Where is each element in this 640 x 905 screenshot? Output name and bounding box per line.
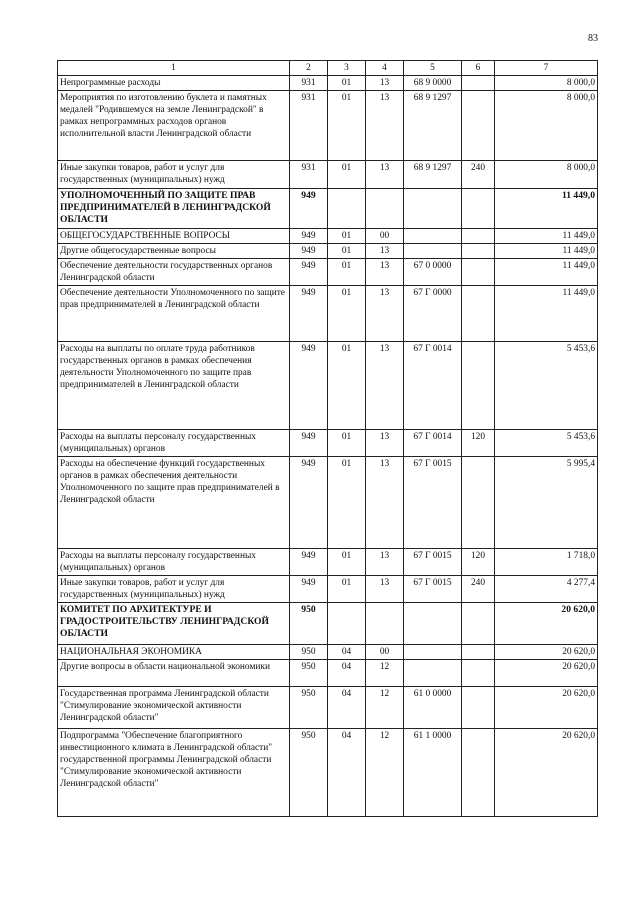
ved-code: 949 (290, 342, 328, 430)
expense-type-code: 240 (462, 161, 495, 189)
amount: 5 453,6 (495, 342, 598, 430)
column-number-3: 3 (328, 61, 366, 76)
subsection-code: 00 (366, 645, 404, 660)
column-number-4: 4 (366, 61, 404, 76)
row-name: Другие вопросы в области национальной экономики (58, 660, 290, 687)
target-article-code (404, 645, 462, 660)
target-article-code: 68 9 1297 (404, 161, 462, 189)
row-name: Обеспечение деятельности государственных органов Ленинградской области (58, 259, 290, 286)
ved-code: 949 (290, 457, 328, 549)
column-number-7: 7 (495, 61, 598, 76)
expense-type-code (462, 645, 495, 660)
ved-code: 950 (290, 660, 328, 687)
section-code (328, 189, 366, 229)
row-name: Другие общегосударственные вопросы (58, 244, 290, 259)
table-row (58, 91, 598, 161)
row-name: Государственная программа Ленинградской области "Стимулирование экономической активности Ленинградской области" (58, 687, 290, 729)
ved-code: 931 (290, 76, 328, 91)
ved-code: 931 (290, 91, 328, 161)
expense-type-code (462, 189, 495, 229)
section-code: 04 (328, 687, 366, 729)
ved-code: 949 (290, 549, 328, 576)
section-code: 01 (328, 549, 366, 576)
target-article-code (404, 603, 462, 645)
ved-code: 950 (290, 729, 328, 817)
amount: 20 620,0 (495, 729, 598, 817)
subsection-code: 12 (366, 687, 404, 729)
expense-type-code (462, 259, 495, 286)
amount: 11 449,0 (495, 244, 598, 259)
amount: 4 277,4 (495, 576, 598, 603)
table-row (58, 576, 598, 603)
ved-code: 950 (290, 687, 328, 729)
ved-code: 949 (290, 189, 328, 229)
row-name: Расходы на обеспечение функций государственных органов в рамках обеспечения деятельности Уполномоченного по защите прав предпринимателей в Ленинградской области (58, 457, 290, 549)
target-article-code (404, 189, 462, 229)
table-row (58, 229, 598, 244)
row-name: Обеспечение деятельности Уполномоченного по защите прав предпринимателей в Ленинградской области (58, 286, 290, 342)
table-row (58, 161, 598, 189)
table-row (58, 76, 598, 91)
section-code: 01 (328, 430, 366, 457)
subsection-code: 12 (366, 660, 404, 687)
subsection-code: 13 (366, 576, 404, 603)
amount: 20 620,0 (495, 603, 598, 645)
column-number-1: 1 (58, 61, 290, 76)
section-code: 01 (328, 457, 366, 549)
subsection-code (366, 603, 404, 645)
subsection-code: 13 (366, 161, 404, 189)
subsection-code: 13 (366, 244, 404, 259)
section-code: 01 (328, 91, 366, 161)
expense-type-code: 240 (462, 576, 495, 603)
row-name: Расходы на выплаты персоналу государственных (муниципальных) органов (58, 430, 290, 457)
amount: 8 000,0 (495, 76, 598, 91)
amount: 20 620,0 (495, 645, 598, 660)
table-row (58, 259, 598, 286)
amount: 11 449,0 (495, 259, 598, 286)
section-code: 01 (328, 286, 366, 342)
target-article-code: 67 Г 0000 (404, 286, 462, 342)
target-article-code: 67 Г 0014 (404, 342, 462, 430)
subsection-code (366, 189, 404, 229)
section-code: 01 (328, 576, 366, 603)
subsection-code: 13 (366, 430, 404, 457)
table-row (58, 645, 598, 660)
amount: 20 620,0 (495, 660, 598, 687)
ved-code: 949 (290, 430, 328, 457)
section-code: 01 (328, 76, 366, 91)
target-article-code: 68 9 0000 (404, 76, 462, 91)
ved-code: 950 (290, 645, 328, 660)
table-row (58, 189, 598, 229)
target-article-code (404, 660, 462, 687)
target-article-code (404, 229, 462, 244)
row-name: Подпрограмма "Обеспечение благоприятного инвестиционного климата в Ленинградской области" государственной программы Ленинградской области "Стимулирование экономической активности Ленинградской области" (58, 729, 290, 817)
target-article-code: 67 Г 0015 (404, 457, 462, 549)
target-article-code: 68 9 1297 (404, 91, 462, 161)
amount: 20 620,0 (495, 687, 598, 729)
expense-type-code (462, 229, 495, 244)
table-row (58, 457, 598, 549)
amount: 11 449,0 (495, 189, 598, 229)
table-row (58, 244, 598, 259)
table-row (58, 549, 598, 576)
ved-code: 949 (290, 576, 328, 603)
row-name: Непрограммные расходы (58, 76, 290, 91)
ved-code: 949 (290, 286, 328, 342)
table-row (58, 660, 598, 687)
subsection-code: 12 (366, 729, 404, 817)
ved-code: 949 (290, 229, 328, 244)
row-name: КОМИТЕТ ПО АРХИТЕКТУРЕ И ГРАДОСТРОИТЕЛЬСТВУ ЛЕНИНГРАДСКОЙ ОБЛАСТИ (58, 603, 290, 645)
ved-code: 950 (290, 603, 328, 645)
expense-type-code (462, 91, 495, 161)
section-code: 04 (328, 729, 366, 817)
expense-type-code (462, 687, 495, 729)
section-code: 01 (328, 161, 366, 189)
target-article-code: 61 1 0000 (404, 729, 462, 817)
table-row (58, 342, 598, 430)
expense-type-code: 120 (462, 549, 495, 576)
expense-type-code (462, 729, 495, 817)
page-number: 83 (588, 33, 598, 44)
target-article-code: 67 0 0000 (404, 259, 462, 286)
amount: 5 453,6 (495, 430, 598, 457)
section-code: 04 (328, 660, 366, 687)
section-code: 01 (328, 259, 366, 286)
column-number-2: 2 (290, 61, 328, 76)
expense-type-code (462, 342, 495, 430)
amount: 11 449,0 (495, 286, 598, 342)
row-name: УПОЛНОМОЧЕННЫЙ ПО ЗАЩИТЕ ПРАВ ПРЕДПРИНИМАТЕЛЕЙ В ЛЕНИНГРАДСКОЙ ОБЛАСТИ (58, 189, 290, 229)
target-article-code: 67 Г 0015 (404, 576, 462, 603)
subsection-code: 13 (366, 259, 404, 286)
expense-type-code (462, 660, 495, 687)
subsection-code: 13 (366, 457, 404, 549)
table-row (58, 729, 598, 817)
amount: 1 718,0 (495, 549, 598, 576)
subsection-code: 13 (366, 286, 404, 342)
subsection-code: 13 (366, 549, 404, 576)
target-article-code (404, 244, 462, 259)
row-name: Расходы на выплаты по оплате труда работников государственных органов в рамках обеспечения деятельности Уполномоченного по защите прав предпринимателей в Ленинградской области (58, 342, 290, 430)
table-row (58, 603, 598, 645)
row-name: Иные закупки товаров, работ и услуг для государственных (муниципальных) нужд (58, 161, 290, 189)
budget-table (57, 60, 598, 817)
expense-type-code: 120 (462, 430, 495, 457)
subsection-code: 13 (366, 76, 404, 91)
row-name: ОБЩЕГОСУДАРСТВЕННЫЕ ВОПРОСЫ (58, 229, 290, 244)
table-row (58, 687, 598, 729)
ved-code: 949 (290, 259, 328, 286)
column-number-header-row (58, 61, 598, 76)
subsection-code: 13 (366, 91, 404, 161)
target-article-code: 67 Г 0015 (404, 549, 462, 576)
target-article-code: 61 0 0000 (404, 687, 462, 729)
section-code: 01 (328, 342, 366, 430)
ved-code: 931 (290, 161, 328, 189)
section-code: 01 (328, 244, 366, 259)
section-code: 04 (328, 645, 366, 660)
row-name: Иные закупки товаров, работ и услуг для государственных (муниципальных) нужд (58, 576, 290, 603)
section-code (328, 603, 366, 645)
row-name: Мероприятия по изготовлению буклета и памятных медалей "Родившемуся на земле Ленинградской" в рамках непрограммных расходов органов исполнительной власти Ленинградской области (58, 91, 290, 161)
column-number-5: 5 (404, 61, 462, 76)
section-code: 01 (328, 229, 366, 244)
expense-type-code (462, 603, 495, 645)
ved-code: 949 (290, 244, 328, 259)
amount: 5 995,4 (495, 457, 598, 549)
table-row (58, 286, 598, 342)
expense-type-code (462, 244, 495, 259)
column-number-6: 6 (462, 61, 495, 76)
expense-type-code (462, 457, 495, 549)
subsection-code: 00 (366, 229, 404, 244)
amount: 8 000,0 (495, 91, 598, 161)
target-article-code: 67 Г 0014 (404, 430, 462, 457)
expense-type-code (462, 76, 495, 91)
expense-type-code (462, 286, 495, 342)
amount: 8 000,0 (495, 161, 598, 189)
amount: 11 449,0 (495, 229, 598, 244)
table-row (58, 430, 598, 457)
row-name: НАЦИОНАЛЬНАЯ ЭКОНОМИКА (58, 645, 290, 660)
subsection-code: 13 (366, 342, 404, 430)
row-name: Расходы на выплаты персоналу государственных (муниципальных) органов (58, 549, 290, 576)
